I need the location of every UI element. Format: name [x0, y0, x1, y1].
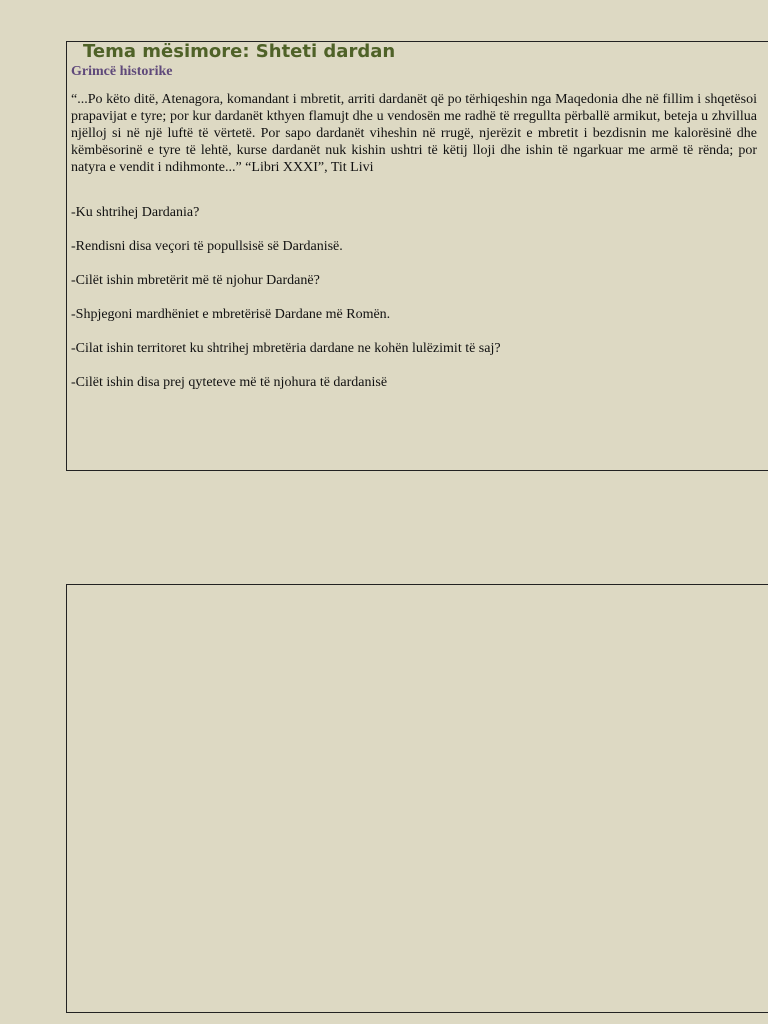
question-item: -Cilët ishin disa prej qyteteve më të njohura të dardanisë: [71, 375, 388, 390]
section-subtitle: Grimcë historike: [71, 64, 173, 79]
question-item: -Cilat ishin territoret ku shtrihej mbretëria dardane ne kohën lulëzimit të saj?: [71, 341, 501, 356]
historical-quote: “...Po këto ditë, Atenagora, komandant i mbretit, arriti dardanët që po tërhiqeshin nga Maqedonia dhe në fillim i shqetësoi prapavijat e tyre; por kur dardanët kthyen flamujt dhe u vendosën me radhë të rregullta përballë armikut, beteja u zhvillua njëlloj si në një luftë të vërtetë. Por sapo dardanët viheshin në rrugë, njerëzit e mbretit i bezdisnin me kalorësinë dhe këmbësorinë e tyre të lehtë, kurse dardanët nuk kishin ushtri të këtij lloji dhe ishin të ngarkuar me armë të rënda; por natyra e vendit i ndihmonte...” “Libri XXXI”, Tit Livi: [71, 92, 757, 175]
question-item: -Rendisni disa veçori të popullsisë së Dardanisë.: [71, 239, 343, 254]
question-item: -Ku shtrihej Dardania?: [71, 205, 200, 220]
lesson-box: [66, 41, 768, 471]
lesson-title: Tema mësimore: Shteti dardan: [83, 41, 396, 62]
question-list: [71, 204, 768, 391]
question-item: -Cilët ishin mbretërit më të njohur Dardanë?: [71, 273, 320, 288]
empty-answer-box: [66, 584, 768, 1013]
question-item: -Shpjegoni mardhëniet e mbretërisë Dardane më Romën.: [71, 307, 391, 322]
